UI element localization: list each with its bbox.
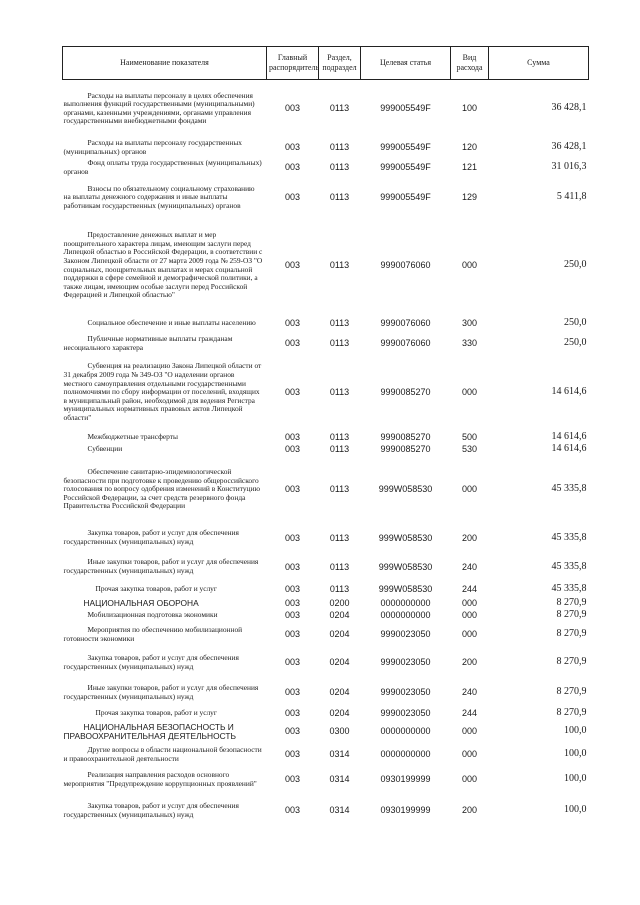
row-name-cell [63, 524, 267, 553]
row-name-cell [63, 80, 267, 138]
row-type: 200 [461, 657, 478, 668]
table-row [63, 314, 589, 334]
row-name-cell [63, 622, 267, 648]
row-manager: 003 [284, 805, 301, 816]
row-manager: 003 [284, 142, 301, 153]
row-type: 000 [461, 749, 478, 760]
row-type: 100 [461, 103, 478, 114]
row-type: 300 [461, 318, 478, 329]
row-manager: 003 [284, 444, 301, 455]
table-row [63, 138, 589, 158]
row-name-cell [63, 553, 267, 582]
row-sum: 250,0 [564, 317, 587, 329]
header-sum: Сумма [489, 47, 589, 80]
row-section: 0204 [329, 687, 350, 698]
row-section: 0113 [329, 192, 350, 203]
row-section: 0314 [329, 749, 350, 760]
table-row [63, 334, 589, 354]
row-name-cell [63, 178, 267, 218]
row-section: 0113 [329, 142, 350, 153]
row-type: 000 [461, 629, 478, 640]
row-type: 500 [461, 432, 478, 443]
table-row [63, 744, 589, 766]
row-name: НАЦИОНАЛЬНАЯ ОБОРОНА [83, 598, 199, 608]
row-type: 129 [461, 192, 478, 203]
row-section: 0113 [329, 444, 350, 455]
row-manager: 003 [284, 103, 301, 114]
row-type: 244 [461, 584, 478, 595]
row-type: 121 [461, 162, 478, 173]
row-type: 000 [461, 484, 478, 495]
row-name: Иные закупки товаров, работ и услуг для обеспечения государственных (муниципальных) нужд [63, 557, 259, 575]
row-manager: 003 [284, 192, 301, 203]
row-sum: 100,0 [564, 725, 587, 737]
row-target: 999005549F [380, 142, 431, 153]
row-section: 0204 [329, 629, 350, 640]
row-sum: 8 270,9 [556, 609, 587, 621]
row-manager: 003 [284, 657, 301, 668]
row-name: Закупка товаров, работ и услуг для обеспечения государственных (муниципальных) нужд [63, 800, 239, 819]
row-target: 999W058530 [378, 561, 433, 572]
row-target: 0000000000 [380, 726, 431, 737]
row-section: 0113 [329, 561, 350, 572]
row-section: 0113 [329, 318, 350, 329]
row-name-cell [63, 314, 267, 334]
header-name: Наименование показателя [63, 47, 267, 80]
row-manager: 003 [284, 561, 301, 572]
row-manager: 003 [284, 584, 301, 595]
row-section: 0113 [329, 387, 350, 398]
row-manager: 003 [284, 610, 301, 621]
row-type: 000 [461, 598, 478, 609]
row-target: 0000000000 [380, 610, 431, 621]
row-name-cell [63, 456, 267, 524]
header-type: Вид расхода [451, 47, 489, 80]
row-name-cell [63, 582, 267, 598]
row-name: Иные закупки товаров, работ и услуг для обеспечения государственных (муниципальных) нужд [63, 682, 259, 701]
row-type: 200 [461, 532, 478, 543]
row-target: 999005549F [380, 103, 431, 114]
row-sum: 250,0 [564, 259, 587, 271]
row-target: 9990023050 [380, 657, 431, 668]
row-manager: 003 [284, 532, 301, 543]
row-name: НАЦИОНАЛЬНАЯ БЕЗОПАСНОСТЬ И ПРАВООХРАНИТЕЛЬНАЯ ДЕЯТЕЛЬНОСТЬ [63, 721, 237, 741]
row-name: Расходы на выплаты персоналу государственных (муниципальных) органов [63, 137, 242, 156]
row-name: Мобилизационная подготовка экономики [87, 610, 218, 620]
row-type: 244 [461, 708, 478, 719]
header-target: Целевая статья [361, 47, 451, 80]
table-row [63, 444, 589, 456]
table-row [63, 354, 589, 432]
row-sum: 8 270,9 [556, 628, 587, 640]
row-name: Социальное обеспечение и иные выплаты населению [87, 318, 256, 328]
row-section: 0113 [329, 162, 350, 173]
row-target: 0930199999 [380, 774, 431, 785]
table-body [63, 80, 589, 828]
row-target: 9990076060 [380, 260, 431, 271]
row-section: 0113 [329, 584, 350, 595]
row-manager: 003 [284, 598, 301, 609]
table-row [63, 708, 589, 720]
row-manager: 003 [284, 318, 301, 329]
budget-table [62, 46, 589, 828]
row-target: 9990085270 [380, 432, 431, 443]
row-section: 0204 [329, 610, 350, 621]
table-row [63, 622, 589, 648]
table-row [63, 598, 589, 610]
row-sum: 100,0 [564, 748, 587, 760]
row-sum: 8 270,9 [556, 597, 587, 609]
table-row [63, 524, 589, 553]
row-manager: 003 [284, 687, 301, 698]
row-section: 0113 [329, 103, 350, 114]
row-name-cell [63, 794, 267, 828]
table-row [63, 794, 589, 828]
row-sum: 36 428,1 [551, 141, 587, 153]
row-name: Прочая закупка товаров, работ и услуг [95, 708, 217, 718]
row-name: Предоставление денежных выплат и мер поощрительного характера лицам, имеющим заслуги перед Липецкой областью в Российской Федерации, в соответствии с Законом Липецкой области от 27 марта 2009 года № 259-ОЗ "О социальных, поощрительных выплатах и мерах социальной поддержки в сфере семейной и демографической политики, а также лицам, имеющим особые заслуги перед Российской Федерацией и Липецкой областью" [63, 230, 263, 300]
row-section: 0204 [329, 657, 350, 668]
row-name-cell [63, 766, 267, 794]
row-sum: 14 614,6 [551, 443, 587, 455]
row-section: 0314 [329, 774, 350, 785]
row-name-cell [63, 678, 267, 708]
header-section: Раздел, подраздел [319, 47, 361, 80]
row-type: 330 [461, 338, 478, 349]
row-target: 999005549F [380, 192, 431, 203]
table-row [63, 178, 589, 218]
row-sum: 45 335,8 [551, 583, 587, 595]
row-name: Фонд оплаты труда государственных (муниципальных) органов [63, 157, 262, 176]
table-row [63, 553, 589, 582]
row-sum: 5 411,8 [556, 191, 587, 203]
row-name-cell [63, 158, 267, 178]
row-target: 9990085270 [380, 387, 431, 398]
row-sum: 31 016,3 [551, 161, 587, 173]
table-row [63, 456, 589, 524]
row-name-cell [63, 720, 267, 744]
row-sum: 36 428,1 [551, 102, 587, 114]
row-name: Субвенции [87, 444, 123, 454]
row-name: Мероприятия по обеспечению мобилизационной готовности экономики [63, 624, 243, 643]
row-sum: 14 614,6 [551, 431, 587, 443]
row-name-cell [63, 354, 267, 432]
row-name-cell [63, 444, 267, 456]
row-manager: 003 [284, 432, 301, 443]
row-type: 240 [461, 561, 478, 572]
row-name: Субвенция на реализацию Закона Липецкой области от 31 декабря 2009 года № 349-ОЗ "О наделении органов местного самоуправления отдельными государственными полномочиями по сбору информации от поселений, входящих в муниципальный район, необходимой для ведения Регистра муниципальных нормативных правовых актов Липецкой области" [63, 361, 262, 422]
row-sum: 8 270,9 [556, 686, 587, 698]
row-name-cell [63, 598, 267, 610]
row-section: 0200 [329, 598, 350, 609]
row-target: 9990076060 [380, 318, 431, 329]
row-manager: 003 [284, 629, 301, 640]
row-manager: 003 [284, 162, 301, 173]
row-name-cell [63, 138, 267, 158]
row-name-cell [63, 610, 267, 622]
row-name: Другие вопросы в области национальной безопасности и правоохранительной деятельности [63, 744, 262, 763]
table-row [63, 80, 589, 138]
row-name-cell [63, 648, 267, 678]
row-name: Закупка товаров, работ и услуг для обеспечения государственных (муниципальных) нужд [63, 652, 239, 671]
row-manager: 003 [284, 708, 301, 719]
row-type: 000 [461, 387, 478, 398]
row-name-cell [63, 432, 267, 444]
row-target: 999W058530 [378, 532, 433, 543]
row-section: 0113 [329, 484, 350, 495]
table-row [63, 720, 589, 744]
table-row [63, 432, 589, 444]
row-name: Взносы по обязательному социальному страхованию на выплаты денежного содержания и иные выплаты работникам государственных (муниципальных) органов [63, 183, 255, 210]
row-name: Расходы на выплаты персоналу в целях обеспечения выполнения функций государственными (муниципальными) органами, казенными учреждениями, органами управления государственными внебюджетными фондами [63, 90, 255, 126]
row-target: 0000000000 [380, 749, 431, 760]
row-name-cell [63, 744, 267, 766]
row-target: 999W058530 [378, 584, 433, 595]
table-row [63, 678, 589, 708]
table-row [63, 610, 589, 622]
header-manager: Главный распорядитель [267, 47, 319, 80]
row-name: Обеспечение санитарно-эпидемиологической безопасности при подготовке к проведению общероссийского голосования по вопросу одобрения изменений в Конституцию Российской Федерации, за счет средств резервного фонда Правительства Российской Федерации [63, 467, 260, 511]
row-sum: 14 614,6 [551, 386, 587, 398]
row-type: 000 [461, 774, 478, 785]
row-target: 9990023050 [380, 708, 431, 719]
row-sum: 45 335,8 [551, 531, 587, 543]
row-target: 0930199999 [380, 805, 431, 816]
row-section: 0314 [329, 805, 350, 816]
table-row [63, 218, 589, 314]
row-name: Прочая закупка товаров, работ и услуг [95, 584, 217, 594]
row-type: 200 [461, 805, 478, 816]
table-row [63, 648, 589, 678]
row-manager: 003 [284, 726, 301, 737]
row-target: 999W058530 [378, 484, 433, 495]
row-manager: 003 [284, 260, 301, 271]
row-manager: 003 [284, 484, 301, 495]
table-header [63, 47, 589, 80]
row-sum: 250,0 [564, 337, 587, 349]
row-section: 0113 [329, 532, 350, 543]
row-manager: 003 [284, 387, 301, 398]
row-name: Закупка товаров, работ и услуг для обеспечения государственных (муниципальных) нужд [63, 528, 239, 546]
row-manager: 003 [284, 774, 301, 785]
row-section: 0113 [329, 338, 350, 349]
row-section: 0113 [329, 260, 350, 271]
row-name: Реализация направления расходов основного мероприятия "Предупреждение коррупционных проявлений" [63, 769, 257, 788]
row-target: 9990023050 [380, 687, 431, 698]
row-type: 000 [461, 610, 478, 621]
row-manager: 003 [284, 338, 301, 349]
row-target: 999005549F [380, 162, 431, 173]
table-row [63, 582, 589, 598]
row-target: 9990076060 [380, 338, 431, 349]
row-name-cell [63, 334, 267, 354]
row-sum: 45 335,8 [551, 483, 587, 495]
row-name-cell [63, 218, 267, 314]
row-sum: 100,0 [564, 804, 587, 816]
row-section: 0204 [329, 708, 350, 719]
table-row [63, 766, 589, 794]
row-section: 0300 [329, 726, 350, 737]
row-target: 9990085270 [380, 444, 431, 455]
row-sum: 100,0 [564, 773, 587, 785]
row-target: 9990023050 [380, 629, 431, 640]
row-name-cell [63, 708, 267, 720]
row-name: Межбюджетные трансферты [87, 432, 178, 442]
row-type: 120 [461, 142, 478, 153]
row-sum: 45 335,8 [551, 560, 587, 572]
row-sum: 8 270,9 [556, 656, 587, 668]
row-section: 0113 [329, 432, 350, 443]
row-type: 000 [461, 260, 478, 271]
row-type: 240 [461, 687, 478, 698]
row-name: Публичные нормативные выплаты гражданам несоциального характера [63, 333, 233, 352]
table-row [63, 158, 589, 178]
row-sum: 8 270,9 [556, 707, 587, 719]
budget-table-sheet [62, 46, 588, 828]
row-target: 0000000000 [380, 598, 431, 609]
row-type: 000 [461, 726, 478, 737]
row-type: 530 [461, 444, 478, 455]
row-manager: 003 [284, 749, 301, 760]
